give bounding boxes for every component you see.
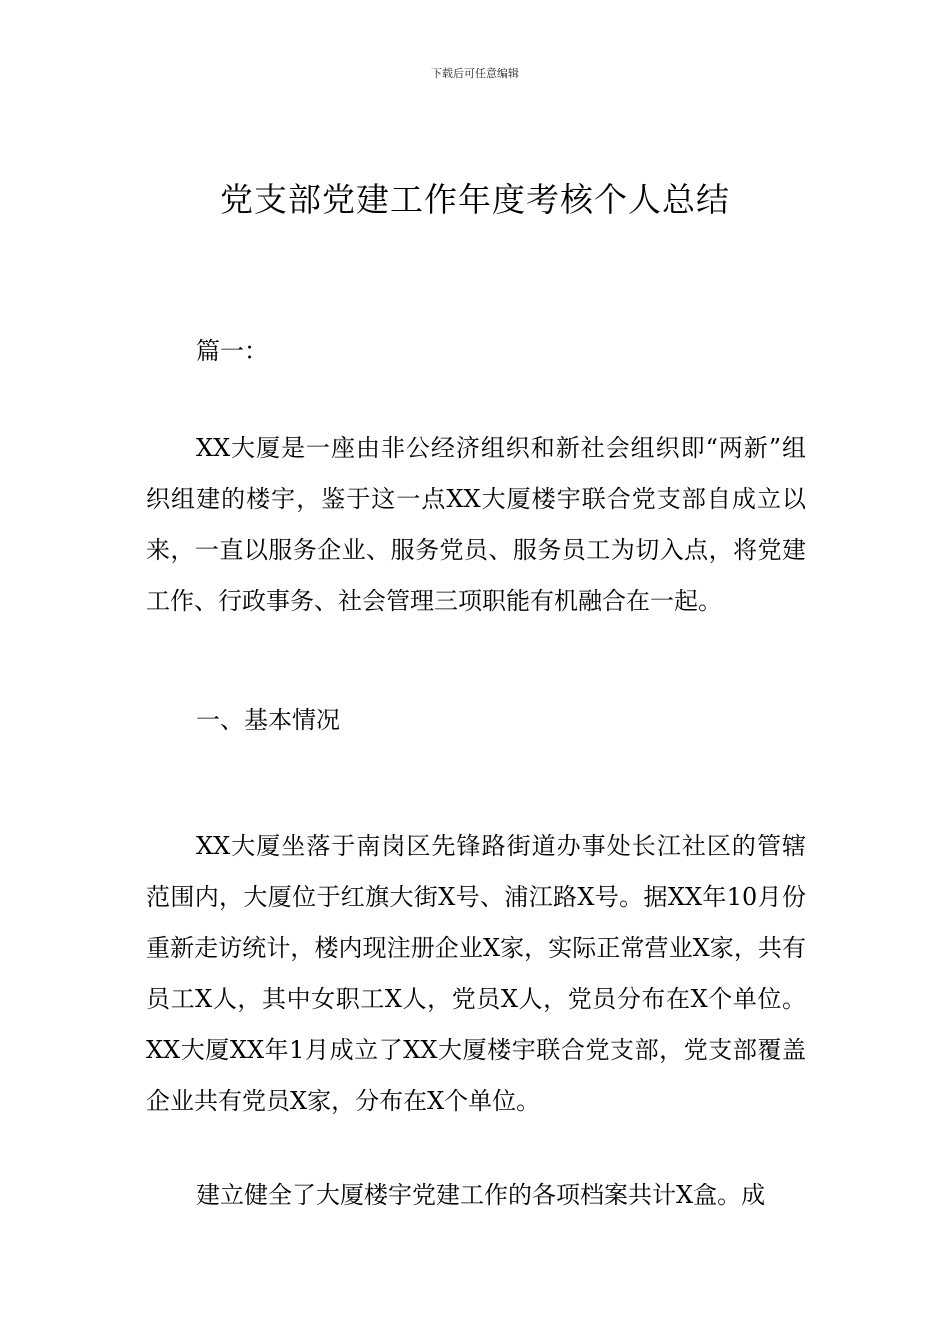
section-heading-basic-situation: 一、基本情况 (196, 706, 340, 734)
paragraph-archives: 建立健全了大厦楼宇党建工作的各项档案共计X盒。成 (196, 1181, 766, 1209)
header-note: 下载后可任意编辑 (431, 67, 519, 80)
paragraph-basic-situation: XX大厦坐落于南岗区先锋路街道办事处长江社区的管辖范围内，大厦位于红旗大街X号、浦江路X号。据XX年10月份重新走访统计，楼内现注册企业X家，实际正常营业X家，共有员工X人，其中女职工X人，党员X人，党员分布在X个单位。XX大厦XX年1月成立了XX大厦楼宇联合党支部，党支部覆盖企业共有党员X家，分布在X个单位。 (146, 832, 806, 1115)
document-title: 党支部党建工作年度考核个人总结 (220, 180, 730, 219)
paragraph-intro: XX大厦是一座由非公经济组织和新社会组织即“两新”组织组建的楼宇，鉴于这一点XX大厦楼宇联合党支部自成立以来，一直以服务企业、服务党员、服务员工为切入点，将党建工作、行政事务、社会管理三项职能有机融合在一起。 (146, 434, 806, 615)
section-label: 篇一： (196, 337, 268, 365)
